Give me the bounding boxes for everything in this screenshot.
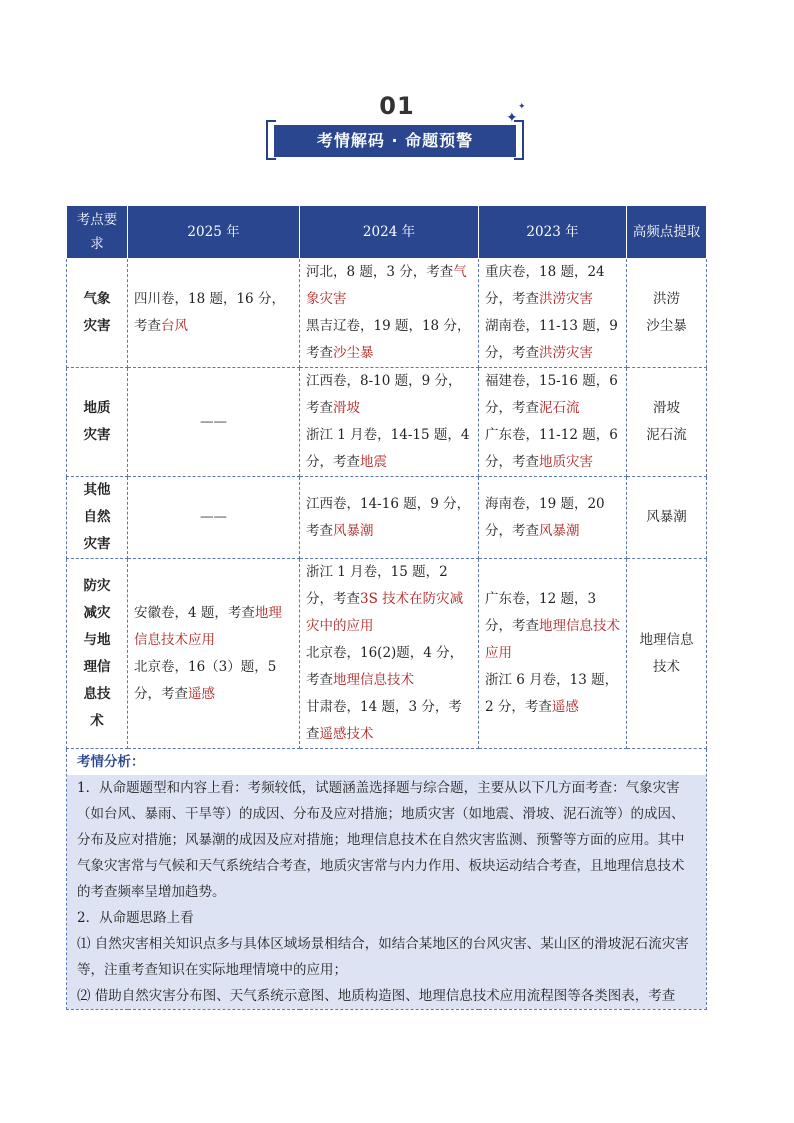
cell-y2025: —— (128, 368, 300, 477)
high-frequency-item: 沙尘暴 (646, 318, 687, 334)
highlight-text: 遥感 (551, 699, 579, 715)
high-frequency-item: 泥石流 (646, 427, 687, 443)
cell-text: 四川卷，18 题，16 分，考查 (134, 291, 285, 334)
header-2024: 2024 年 (300, 206, 479, 259)
highlight-text: 遥感技术 (319, 726, 374, 742)
table-row (67, 477, 707, 559)
cell-text: 广东卷，11-12 题，6 分，考查 (485, 427, 618, 470)
analysis-block (67, 749, 706, 1009)
cell-text: 浙江 1 月卷，14-15 题，4 分，考查 (306, 427, 470, 470)
highlight-text: 地理信息技术 (333, 672, 414, 688)
highlight-text: 地震 (360, 454, 387, 470)
cell-y2023 (479, 368, 627, 477)
row-category: 其他自然灾害 (67, 477, 128, 559)
header-2023: 2023 年 (479, 206, 627, 259)
cell-text: 广东卷，12 题，3 分，考查 (485, 591, 597, 634)
high-frequency-item: 技术 (653, 658, 680, 675)
highlight-text: 台风 (161, 318, 188, 334)
highlight-text: 洪涝灾害 (539, 291, 593, 307)
analysis-paragraph: 1．从命题题型和内容上看：考频较低，试题涵盖选择题与综合题，主要从以下几方面考查：气象灾害（如台风、暴雨、干旱等）的成因、分布及应对措施；地质灾害（如地震、滑坡、泥石流等）的成因、分布及应对措施；风暴潮的成因及应对措施；地理信息技术在自然灾害监测、预警等方面的应用。其中气象灾害常与气候和天气系统结合考查，地质灾害常与内力作用、板块运动结合考查，且地理信息技术的考查频率呈增加趋势。 (77, 780, 685, 900)
analysis-paragraph: ⑴ 自然灾害相关知识点多与具体区域场景相结合，如结合某地区的台风灾害、某山区的滑坡泥石流灾害等，注重考查知识在实际地理情境中的应用； (77, 936, 689, 978)
table-row (67, 259, 707, 368)
cell-y2024 (300, 368, 479, 477)
analysis-title: 考情分析： (67, 749, 706, 775)
cell-text: 北京卷，16（3）题，5 分，考查 (134, 658, 277, 702)
row-high-frequency (627, 259, 707, 368)
highlight-text: 滑坡 (333, 400, 360, 416)
cell-y2023 (479, 259, 627, 368)
cell-y2024 (300, 559, 479, 749)
cell-y2025 (128, 259, 300, 368)
header-2025: 2025 年 (128, 206, 300, 259)
table-row (67, 368, 707, 477)
cell-text: 黑吉辽卷，19 题，18 分，考查 (306, 318, 471, 361)
cell-text: 重庆卷，18 题，24 分，考查 (485, 264, 605, 307)
high-frequency-item: 地理信息 (639, 631, 694, 648)
table-row (67, 559, 707, 749)
analysis-row (67, 749, 707, 1010)
table-header-row (67, 206, 707, 259)
highlight-text: 地质灾害 (539, 454, 593, 470)
header-high-frequency: 高频点提取 (627, 206, 707, 259)
cell-text: 浙江 6 月卷，13 题，2 分，考查 (485, 672, 619, 715)
row-high-frequency (627, 368, 707, 477)
cell-y2023 (479, 477, 627, 559)
row-category: 气象灾害 (67, 259, 128, 368)
cell-text: 河北，8 题，3 分，考查 (306, 264, 454, 280)
highlight-text: 遥感 (188, 685, 215, 702)
highlight-text: 风暴潮 (539, 522, 580, 539)
row-category: 地质灾害 (67, 368, 128, 477)
cell-y2025: —— (128, 477, 300, 559)
row-high-frequency (627, 559, 707, 749)
cell-y2025 (128, 559, 300, 749)
highlight-text: 地理信息技术应用 (485, 618, 620, 661)
analysis-paragraph: ⑵ 借助自然灾害分布图、天气系统示意图、地质构造图、地理信息技术应用流程图等各类图表，考查 (77, 988, 676, 1004)
high-frequency-item: 洪涝 (653, 291, 680, 307)
cell-text: 湖南卷，11-13 题，9 分，考查 (485, 318, 618, 361)
section-number: 01 (379, 92, 415, 120)
cell-text: 北京卷，16(2)题，4 分，考查 (306, 645, 464, 688)
highlight-text: 3S 技术在防灾减灾中的应用 (306, 591, 464, 634)
highlight-text: 泥石流 (539, 400, 580, 416)
cell-text: 浙江 1 月卷，15 题，2分，考查 (306, 564, 448, 607)
cell-text: 福建卷，15-16 题，6 分，考查 (485, 373, 618, 416)
exam-analysis-table (66, 205, 707, 1010)
high-frequency-item: 滑坡 (653, 400, 680, 416)
header-requirement: 考点要求 (67, 206, 128, 259)
highlight-text: 沙尘暴 (333, 345, 374, 361)
row-category: 防灾减灾与地理信息技术 (67, 559, 128, 749)
cell-y2024 (300, 259, 479, 368)
highlight-text: 洪涝灾害 (539, 345, 593, 361)
row-high-frequency (627, 477, 707, 559)
sparkle-icon: ✦ (506, 110, 518, 126)
section-title: 考情解码 · 命题预警 (274, 125, 516, 157)
cell-text: 安徽卷，4 题，考查 (134, 604, 255, 621)
high-frequency-item: 风暴潮 (646, 509, 687, 525)
sparkle-small-icon: ✦ (518, 102, 526, 112)
cell-text: 江西卷，8-10 题，9 分，考查 (306, 373, 462, 416)
analysis-paragraph: 2．从命题思路上看 (77, 910, 194, 926)
highlight-text: 气象灾害 (306, 264, 467, 307)
cell-text: 海南卷，19 题，20 分，考查 (485, 495, 605, 539)
cell-y2024 (300, 477, 479, 559)
highlight-text: 地理信息技术应用 (134, 604, 282, 648)
highlight-text: 风暴潮 (333, 522, 374, 539)
cell-text: 江西卷，14-16 题，9 分，考查 (306, 495, 471, 539)
cell-text: 甘肃卷，14 题，3 分，考查 (306, 699, 462, 742)
cell-y2023 (479, 559, 627, 749)
